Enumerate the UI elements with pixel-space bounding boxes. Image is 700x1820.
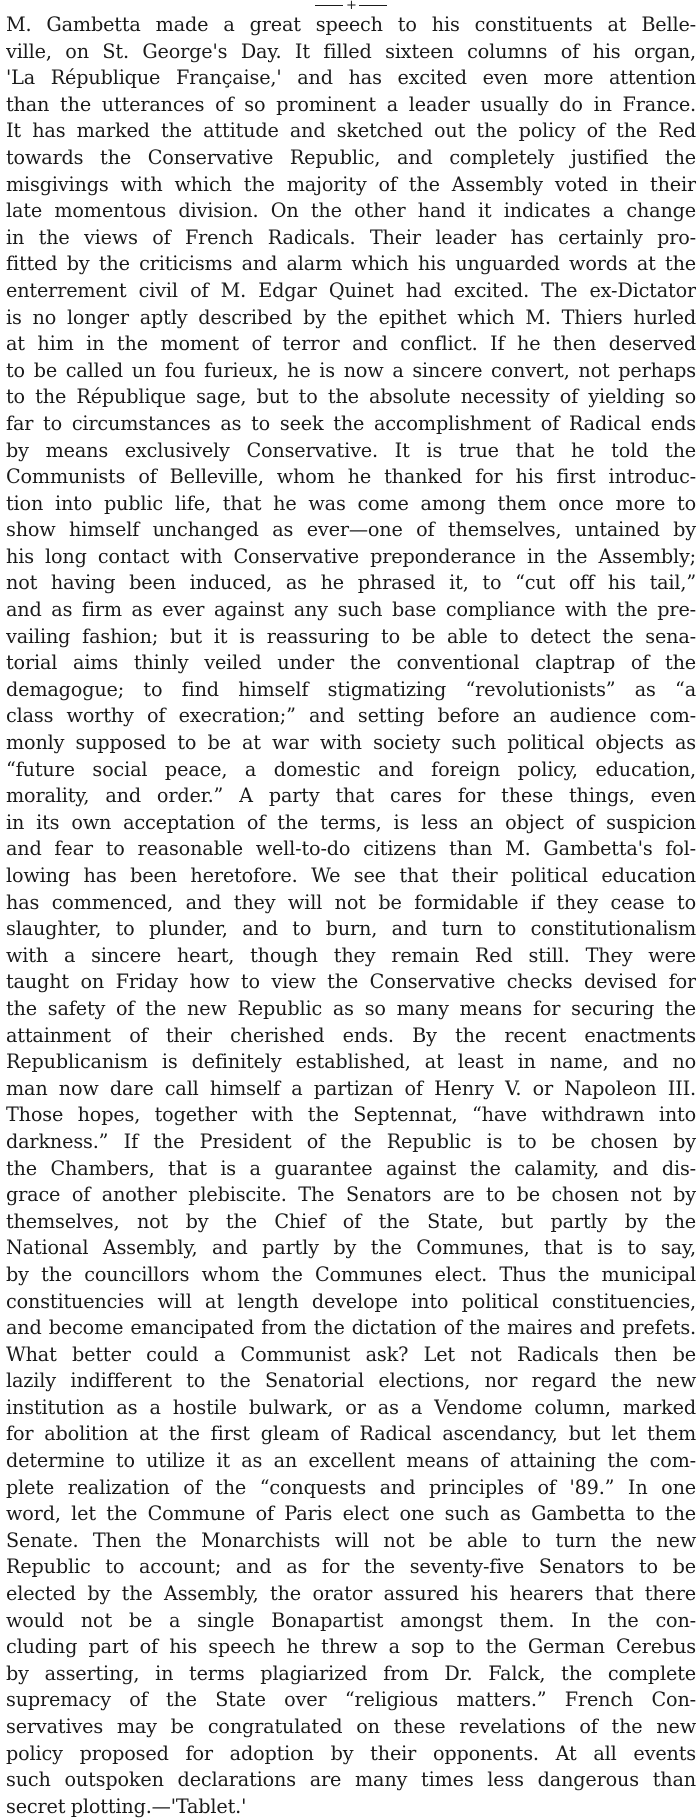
article-line: to be called un fou furieux, he is now a sincere convert, not perhaps	[6, 358, 696, 382]
article-line: attainment of their cherished ends. By the recent enactments	[6, 1023, 696, 1047]
ornament-rule-right	[359, 5, 387, 6]
article-line: with a sincere heart, though they remain Red still. They were	[6, 943, 696, 967]
article-line: class worthy of execration;” and setting before an audience com-	[6, 704, 696, 728]
ornament-rule-left	[315, 5, 343, 6]
article-line: Those hopes, together with the Septennat, “have withdrawn into	[6, 1103, 696, 1127]
article-line: ville, on St. George's Day. It filled sixteen columns of his organ,	[6, 39, 696, 63]
article-line: is no longer aptly described by the epithet which M. Thiers hurled	[6, 305, 696, 329]
article-line: Republic to account; and as for the seventy-five Senators to be	[6, 1555, 696, 1579]
article-line: cluding part of his speech he threw a sop to the German Cerebus	[6, 1635, 696, 1659]
article-line: than the utterances of so prominent a leader usually do in France.	[6, 92, 696, 116]
article-line: such outspoken declarations are many times less dangerous than	[6, 1768, 696, 1792]
section-ornament	[6, 0, 696, 12]
article-line: elected by the Assembly, the orator assured his hearers that there	[6, 1582, 696, 1606]
article-line: the safety of the new Republic as so many means for securing the	[6, 996, 696, 1020]
article-line: It has marked the attitude and sketched out the policy of the Red	[6, 119, 696, 143]
article-line: determine to utilize it as an excellent means of attaining the com-	[6, 1449, 696, 1473]
article-line: secret plotting.—'Tablet.'	[6, 1794, 247, 1818]
article-line: not having been induced, as he phrased it, to “cut off his tail,”	[6, 571, 696, 595]
article-line: by asserting, in terms plagiarized from Dr. Falck, the complete	[6, 1661, 696, 1685]
article-line: slaughter, to plunder, and to burn, and turn to constitutionalism	[6, 917, 696, 941]
article-line: in its own acceptation of the terms, is less an object of suspicion	[6, 810, 696, 834]
article-line: plete realization of the “conquests and principles of '89.” In one	[6, 1475, 696, 1499]
article-line: National Assembly, and partly by the Communes, that is to say,	[6, 1236, 696, 1260]
article-line: lowing has been heretofore. We see that their political education	[6, 864, 696, 887]
article-line: would not be a single Bonapartist amongst them. In the con-	[6, 1608, 696, 1632]
article-line: M. Gambetta made a great speech to his constituents at Belle-	[6, 13, 696, 36]
article-line: grace of another plebiscite. The Senators are to be chosen not by	[6, 1183, 696, 1207]
article-line: institution as a hostile bulwark, or as a Vendome column, marked	[6, 1395, 696, 1419]
article-line: supremacy of the State over “religious matters.” French Con-	[6, 1688, 696, 1712]
article-line: misgivings with which the majority of the Assembly voted in their	[6, 172, 696, 196]
article-line: 'La République Française,' and has excited even more attention	[6, 66, 696, 90]
article-line: policy proposed for adoption by their opponents. At all events	[6, 1741, 696, 1765]
article-line: What better could a Communist ask? Let not Radicals then be	[6, 1342, 696, 1366]
article-line: by means exclusively Conservative. It is true that he told the	[6, 438, 696, 462]
article-line: far to circumstances as to seek the accomplishment of Radical ends	[6, 411, 696, 435]
article-line: word, let the Commune of Paris elect one such as Gambetta to the	[6, 1502, 696, 1526]
article-line: has commenced, and they will not be formidable if they cease to	[6, 890, 696, 914]
article-line: and become emancipated from the dictation of the maires and prefets.	[6, 1316, 696, 1340]
article-line: morality, and order.” A party that cares for these things, even	[6, 784, 696, 808]
article-line: at him in the moment of terror and conflict. If he then deserved	[6, 332, 696, 356]
article-line: by the councillors whom the Communes elect. Thus the municipal	[6, 1262, 696, 1286]
article-line: torial aims thinly veiled under the conventional claptrap of the	[6, 651, 696, 675]
article-line: monly supposed to be at war with society such political objects as	[6, 731, 696, 755]
article-line: man now dare call himself a partizan of Henry V. or Napoleon III.	[6, 1076, 696, 1100]
article-line: constituencies will at length develope into political constituencies,	[6, 1289, 696, 1313]
article-line: lazily indifferent to the Senatorial elections, nor regard the new	[6, 1369, 696, 1393]
article-line: servatives may be congratulated on these revelations of the new	[6, 1715, 696, 1738]
article-line: and fear to reasonable well-to-do citizens than M. Gambetta's fol-	[6, 837, 696, 861]
article-line: darkness.” If the President of the Republic is to be chosen by	[6, 1129, 696, 1153]
article-line: taught on Friday how to view the Conservative checks devised for	[6, 970, 696, 994]
article-line: “future social peace, a domestic and foreign policy, education,	[6, 757, 696, 781]
article-line: show himself unchanged as ever—one of themselves, untained by	[6, 518, 696, 542]
article-line: Communists of Belleville, whom he thanked for his first introduc-	[6, 465, 696, 489]
article-line: Republicanism is definitely established, at least in name, and no	[6, 1050, 696, 1074]
article-line: in the views of French Radicals. Their leader has certainly pro-	[6, 225, 696, 249]
article-line: demagogue; to find himself stigmatizing “revolutionists” as “a	[6, 677, 696, 701]
article-line: themselves, not by the Chief of the State, but partly by the	[6, 1209, 696, 1233]
ornament-mark: +	[346, 0, 356, 12]
article-body	[6, 12, 696, 1820]
article-line: tion into public life, that he was come among them once more to	[6, 491, 696, 515]
article-line: to the République sage, but to the absolute necessity of yielding so	[6, 385, 696, 409]
article-line: towards the Conservative Republic, and completely justified the	[6, 145, 696, 169]
article-line: and as firm as ever against any such base compliance with the pre-	[6, 598, 696, 622]
article-line: for abolition at the first gleam of Radical ascendancy, but let them	[6, 1422, 696, 1446]
article-line: his long contact with Conservative preponderance in the Assembly;	[6, 544, 696, 568]
article-line: vailing fashion; but it is reassuring to be able to detect the sena-	[6, 624, 696, 648]
article-line: Senate. Then the Monarchists will not be able to turn the new	[6, 1528, 696, 1552]
article-line: enterrement civil of M. Edgar Quinet had excited. The ex-Dictator	[6, 278, 696, 302]
article-line: the Chambers, that is a guarantee against the calamity, and dis-	[6, 1156, 696, 1180]
article-line: late momentous division. On the other hand it indicates a change	[6, 199, 696, 223]
article-line: fitted by the criticisms and alarm which his unguarded words at the	[6, 252, 696, 276]
